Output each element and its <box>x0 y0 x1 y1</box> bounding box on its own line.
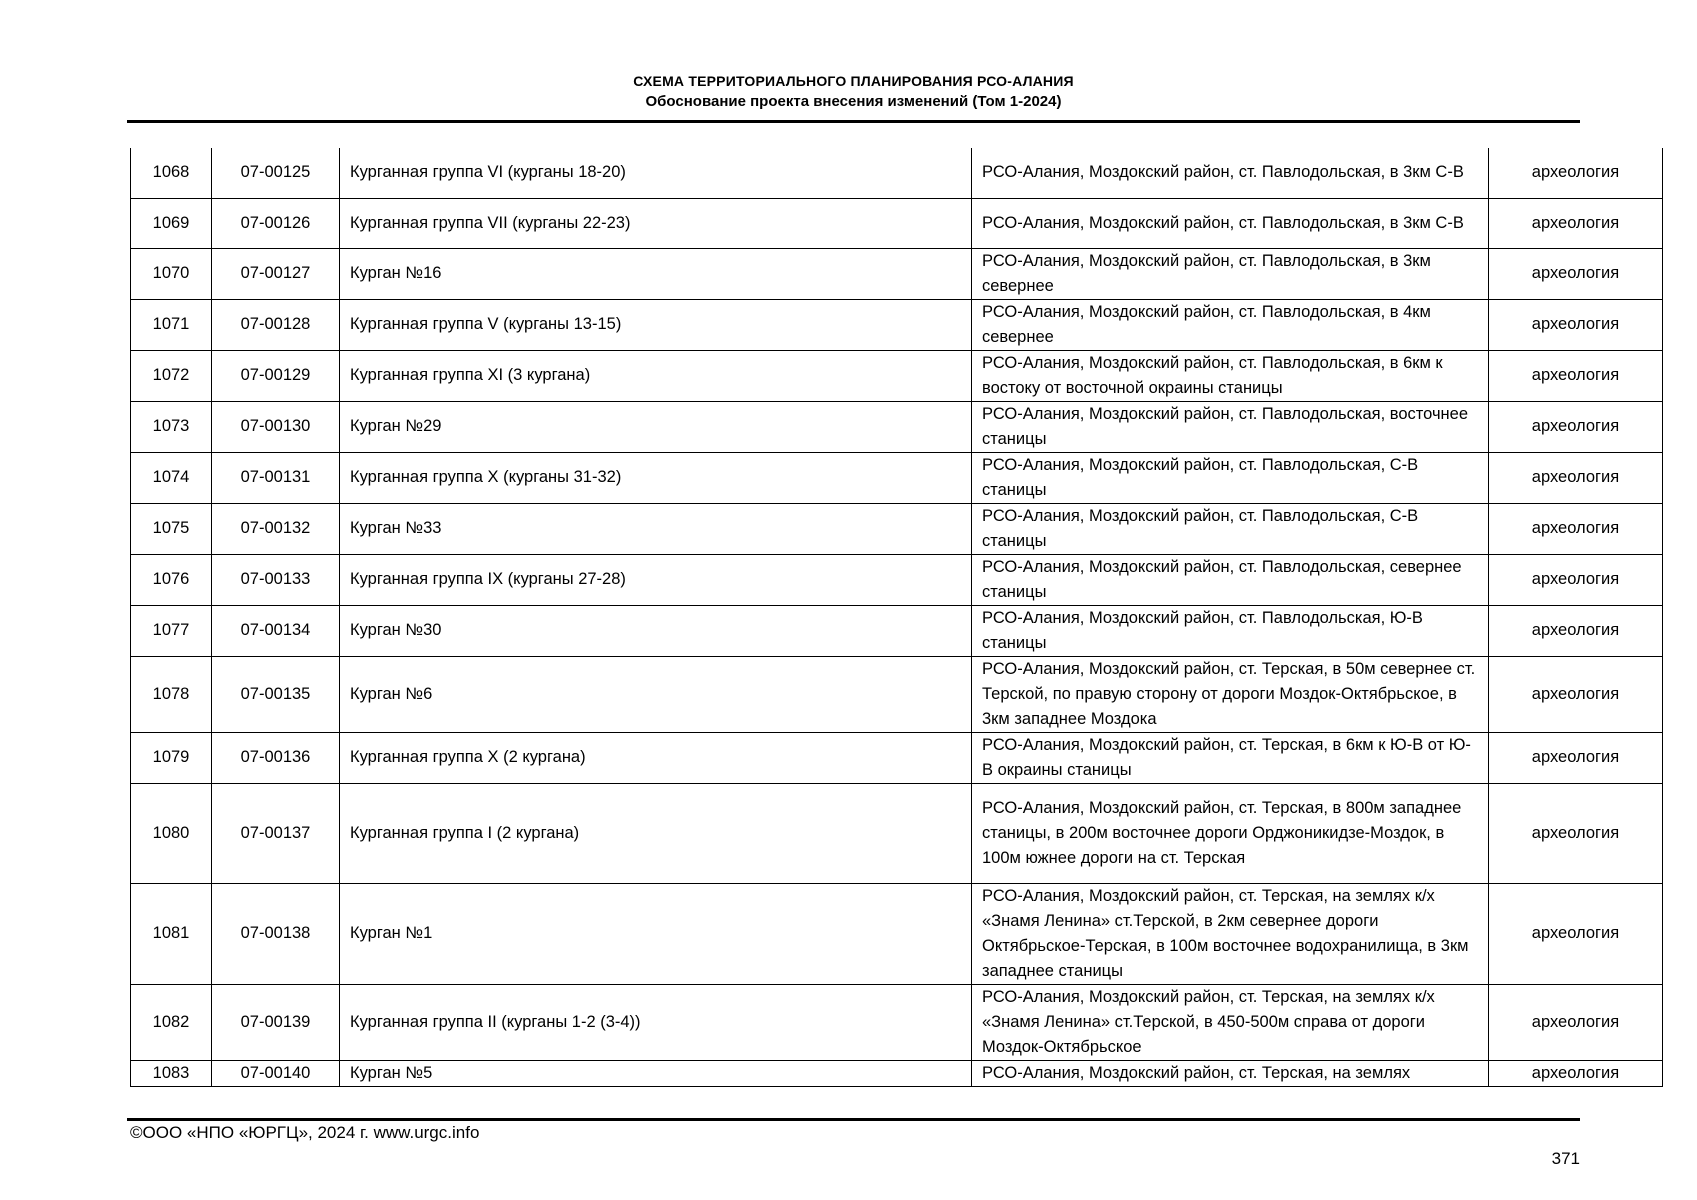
object-name-cell: Курганная группа I (2 кургана) <box>340 783 972 883</box>
object-code-cell: 07-00130 <box>212 401 340 452</box>
table-row <box>131 656 1663 732</box>
object-code-cell: 07-00125 <box>212 148 340 198</box>
object-location-cell: РСО-Алания, Моздокский район, ст. Терская, в 6км к Ю-В от Ю-В окраины станицы <box>972 732 1489 783</box>
object-name-cell: Курганная группа V (курганы 13-15) <box>340 299 972 350</box>
object-category-cell: археология <box>1489 605 1663 656</box>
object-name-cell: Курган №6 <box>340 656 972 732</box>
object-name-cell: Курганная группа II (курганы 1-2 (3-4)) <box>340 984 972 1060</box>
object-category-cell: археология <box>1489 248 1663 299</box>
object-code-cell: 07-00132 <box>212 503 340 554</box>
object-name-cell: Курганная группа X (2 кургана) <box>340 732 972 783</box>
object-location-cell: РСО-Алания, Моздокский район, ст. Павлодольская, восточнее станицы <box>972 401 1489 452</box>
object-code-cell: 07-00127 <box>212 248 340 299</box>
object-category-cell: археология <box>1489 1060 1663 1086</box>
table-row <box>131 883 1663 984</box>
row-number-cell: 1077 <box>131 605 212 656</box>
object-category-cell: археология <box>1489 732 1663 783</box>
table-row <box>131 554 1663 605</box>
row-number-cell: 1070 <box>131 248 212 299</box>
object-location-cell: РСО-Алания, Моздокский район, ст. Павлодольская, в 3км севернее <box>972 248 1489 299</box>
document-title: СХЕМА ТЕРРИТОРИАЛЬНОГО ПЛАНИРОВАНИЯ РСО-АЛАНИЯ <box>633 73 1074 89</box>
object-location-cell: РСО-Алания, Моздокский район, ст. Павлодольская, С-В станицы <box>972 452 1489 503</box>
footer-copyright: ©ООО «НПО «ЮРГЦ», 2024 г. www.urgc.info <box>130 1123 480 1142</box>
object-location-cell: РСО-Алания, Моздокский район, ст. Павлодольская, в 3км С-В <box>972 198 1489 248</box>
object-code-cell: 07-00135 <box>212 656 340 732</box>
row-number-cell: 1081 <box>131 883 212 984</box>
object-code-cell: 07-00134 <box>212 605 340 656</box>
object-name-cell: Курганная группа X (курганы 31-32) <box>340 452 972 503</box>
object-category-cell: археология <box>1489 554 1663 605</box>
object-code-cell: 07-00140 <box>212 1060 340 1086</box>
object-category-cell: археология <box>1489 452 1663 503</box>
row-number-cell: 1078 <box>131 656 212 732</box>
object-location-cell: РСО-Алания, Моздокский район, ст. Терская, на землях к/х «Знамя Ленина» ст.Терской, в 450-500м справа от дороги Моздок-Октябрьское <box>972 984 1489 1060</box>
table-row <box>131 1060 1663 1086</box>
object-category-cell: археология <box>1489 148 1663 198</box>
table-row <box>131 401 1663 452</box>
object-code-cell: 07-00129 <box>212 350 340 401</box>
object-location-cell: РСО-Алания, Моздокский район, ст. Терская, на землях к/х «Знамя Ленина» ст.Терской, в 2км севернее дороги Октябрьское-Терская, в 100м восточнее водохранилища, в 3км западнее станицы <box>972 883 1489 984</box>
object-name-cell: Курган №29 <box>340 401 972 452</box>
object-name-cell: Курган №5 <box>340 1060 972 1086</box>
page-header <box>127 71 1580 113</box>
object-name-cell: Курган №33 <box>340 503 972 554</box>
table-row <box>131 783 1663 883</box>
table-row <box>131 148 1663 198</box>
object-code-cell: 07-00128 <box>212 299 340 350</box>
object-category-cell: археология <box>1489 883 1663 984</box>
table-row <box>131 248 1663 299</box>
object-location-cell: РСО-Алания, Моздокский район, ст. Терская, в 800м западнее станицы, в 200м восточнее дороги Орджоникидзе-Моздок, в 100м южнее дороги на ст. Терская <box>972 783 1489 883</box>
table-row <box>131 732 1663 783</box>
object-name-cell: Курган №1 <box>340 883 972 984</box>
table-row <box>131 198 1663 248</box>
object-location-cell: РСО-Алания, Моздокский район, ст. Павлодольская, Ю-В станицы <box>972 605 1489 656</box>
row-number-cell: 1083 <box>131 1060 212 1086</box>
row-number-cell: 1082 <box>131 984 212 1060</box>
object-location-cell: РСО-Алания, Моздокский район, ст. Павлодольская, в 4км севернее <box>972 299 1489 350</box>
table-row <box>131 984 1663 1060</box>
object-category-cell: археология <box>1489 503 1663 554</box>
object-name-cell: Курганная группа XI (3 кургана) <box>340 350 972 401</box>
object-location-cell: РСО-Алания, Моздокский район, ст. Павлодольская, в 6км к востоку от восточной окраины станицы <box>972 350 1489 401</box>
row-number-cell: 1080 <box>131 783 212 883</box>
object-location-cell: РСО-Алания, Моздокский район, ст. Павлодольская, севернее станицы <box>972 554 1489 605</box>
object-category-cell: археология <box>1489 984 1663 1060</box>
object-name-cell: Курганная группа IX (курганы 27-28) <box>340 554 972 605</box>
page-number: 371 <box>1551 1149 1580 1168</box>
object-category-cell: археология <box>1489 299 1663 350</box>
object-category-cell: археология <box>1489 350 1663 401</box>
object-location-cell: РСО-Алания, Моздокский район, ст. Терская, на землях <box>972 1060 1489 1086</box>
table-row <box>131 503 1663 554</box>
object-category-cell: археология <box>1489 198 1663 248</box>
document-subtitle: Обоснование проекта внесения изменений (Том 1-2024) <box>645 93 1062 110</box>
row-number-cell: 1079 <box>131 732 212 783</box>
object-name-cell: Курган №16 <box>340 248 972 299</box>
table-row <box>131 452 1663 503</box>
object-name-cell: Курган №30 <box>340 605 972 656</box>
row-number-cell: 1071 <box>131 299 212 350</box>
object-location-cell: РСО-Алания, Моздокский район, ст. Павлодольская, С-В станицы <box>972 503 1489 554</box>
object-code-cell: 07-00139 <box>212 984 340 1060</box>
object-name-cell: Курганная группа VII (курганы 22-23) <box>340 198 972 248</box>
row-number-cell: 1073 <box>131 401 212 452</box>
object-category-cell: археология <box>1489 656 1663 732</box>
object-location-cell: РСО-Алания, Моздокский район, ст. Павлодольская, в 3км С-В <box>972 148 1489 198</box>
object-code-cell: 07-00137 <box>212 783 340 883</box>
header-divider <box>127 120 1580 123</box>
row-number-cell: 1076 <box>131 554 212 605</box>
object-name-cell: Курганная группа VI (курганы 18-20) <box>340 148 972 198</box>
object-code-cell: 07-00133 <box>212 554 340 605</box>
row-number-cell: 1069 <box>131 198 212 248</box>
table-body <box>131 148 1663 1086</box>
row-number-cell: 1074 <box>131 452 212 503</box>
heritage-objects-table <box>130 148 1663 1087</box>
row-number-cell: 1072 <box>131 350 212 401</box>
table-row <box>131 299 1663 350</box>
object-code-cell: 07-00138 <box>212 883 340 984</box>
object-category-cell: археология <box>1489 401 1663 452</box>
object-code-cell: 07-00136 <box>212 732 340 783</box>
table-row <box>131 350 1663 401</box>
row-number-cell: 1068 <box>131 148 212 198</box>
table-row <box>131 605 1663 656</box>
row-number-cell: 1075 <box>131 503 212 554</box>
object-location-cell: РСО-Алания, Моздокский район, ст. Терская, в 50м севернее ст. Терской, по правую сторону от дороги Моздок-Октябрьское, в 3км западнее Моздока <box>972 656 1489 732</box>
object-code-cell: 07-00131 <box>212 452 340 503</box>
object-category-cell: археология <box>1489 783 1663 883</box>
object-code-cell: 07-00126 <box>212 198 340 248</box>
